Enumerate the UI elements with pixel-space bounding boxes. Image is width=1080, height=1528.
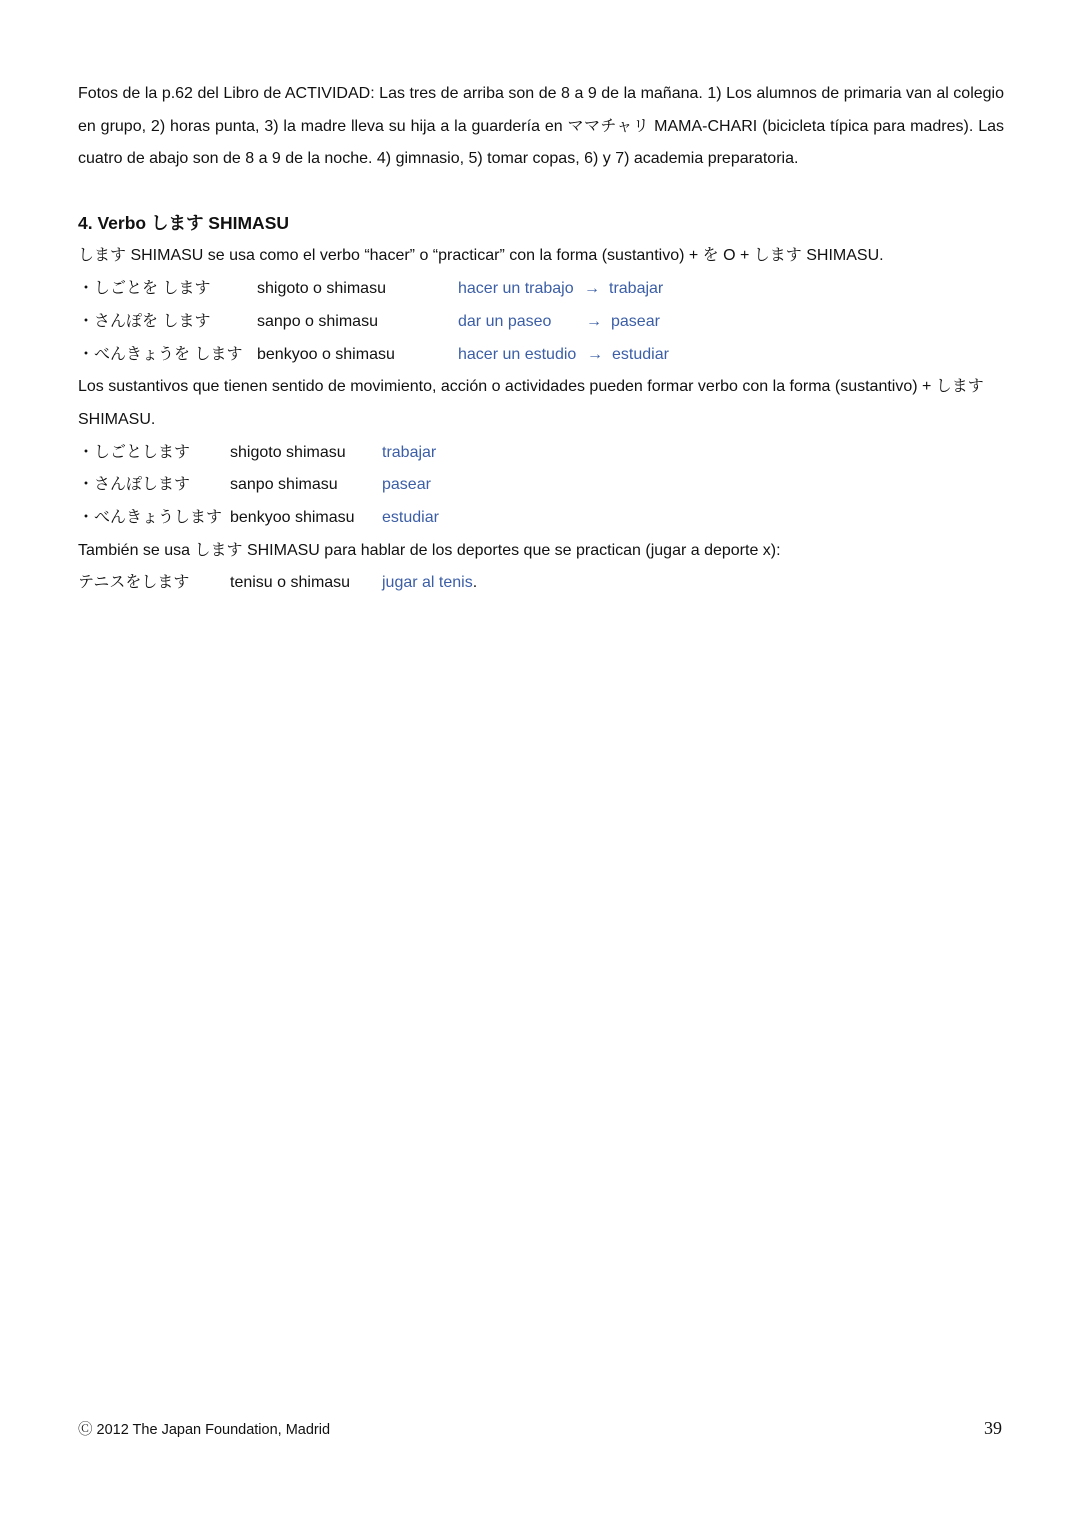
example-meaning: dar un paseo xyxy=(458,313,552,330)
example-jp: テニスをします xyxy=(78,574,190,591)
example-meaning: pasear xyxy=(382,476,431,493)
example-direct-row xyxy=(78,502,1004,535)
section-intro-line: します SHIMASU se usa como el verbo “hacer” o “practicar” con la forma (sustantivo) + を O + します SHIMASU. xyxy=(78,247,884,264)
example-jp: ・べんきょうします xyxy=(78,509,223,526)
sports-line: También se usa します SHIMASU para hablar de los deportes que se practican (jugar a deporte x): xyxy=(78,542,781,559)
example-o-row xyxy=(78,273,1004,306)
example-meaning: estudiar xyxy=(382,509,439,526)
example-o-row xyxy=(78,306,1004,339)
example-romaji: sanpo o shimasu xyxy=(257,313,378,330)
intro-paragraph xyxy=(78,78,1004,176)
example-meaning: hacer un trabajo xyxy=(458,280,574,297)
nouns-line-1: Los sustantivos que tienen sentido de movimiento, acción o actividades pueden formar verbo con la forma (sustantivo) + します xyxy=(78,378,984,395)
example-direct-row xyxy=(78,469,1004,502)
example-romaji: shigoto shimasu xyxy=(230,444,346,461)
copyright-footer: Ⓒ 2012 The Japan Foundation, Madrid xyxy=(78,1422,331,1438)
arrow-icon: → xyxy=(586,313,602,330)
example-meaning: trabajar xyxy=(382,444,437,461)
example-jp: ・しごとします xyxy=(78,444,191,461)
example-direct-row xyxy=(78,437,1004,470)
example-meaning-wrap xyxy=(382,567,477,600)
example-verb: trabajar xyxy=(609,280,664,297)
example-verb: pasear xyxy=(611,313,660,330)
example-period: . xyxy=(472,574,478,591)
example-o-row xyxy=(78,339,1004,372)
example-romaji: shigoto o shimasu xyxy=(257,280,386,297)
example-romaji: benkyoo o shimasu xyxy=(257,346,395,363)
example-jp: ・さんぽを します xyxy=(78,313,211,330)
example-romaji: sanpo shimasu xyxy=(230,476,338,493)
example-jp: ・べんきょうを します xyxy=(78,346,243,363)
example-romaji: tenisu o shimasu xyxy=(230,574,351,591)
section-heading: 4. Verbo します SHIMASU xyxy=(78,213,290,233)
example-verb: estudiar xyxy=(612,346,669,363)
page-number: 39 xyxy=(984,1418,1002,1438)
example-meaning: hacer un estudio xyxy=(458,346,577,363)
intro-text: Fotos de la p.62 del Libro de ACTIVIDAD: Las tres de arriba son de 8 a 9 de la mañana. 1) Los alumnos de primaria van al colegio en grupo, 2) horas punta, 3) la madre lleva su hija a la guardería en ママチャリ MAMA-CHARI (bicicleta típica para madres). Las cuatro de abajo son de 8 a 9 de la noche. 4) gimnasio, 5) tomar copas, 6) y 7) academia preparatoria. xyxy=(78,85,1004,168)
nouns-line-2: SHIMASU. xyxy=(78,411,156,428)
arrow-icon: → xyxy=(587,346,603,363)
sport-example-row xyxy=(78,567,1004,600)
example-romaji: benkyoo shimasu xyxy=(230,509,355,526)
example-jp: ・さんぽします xyxy=(78,476,191,493)
example-jp: ・しごとを します xyxy=(78,280,211,297)
arrow-icon: → xyxy=(584,280,600,297)
example-meaning: jugar al tenis xyxy=(382,574,473,591)
